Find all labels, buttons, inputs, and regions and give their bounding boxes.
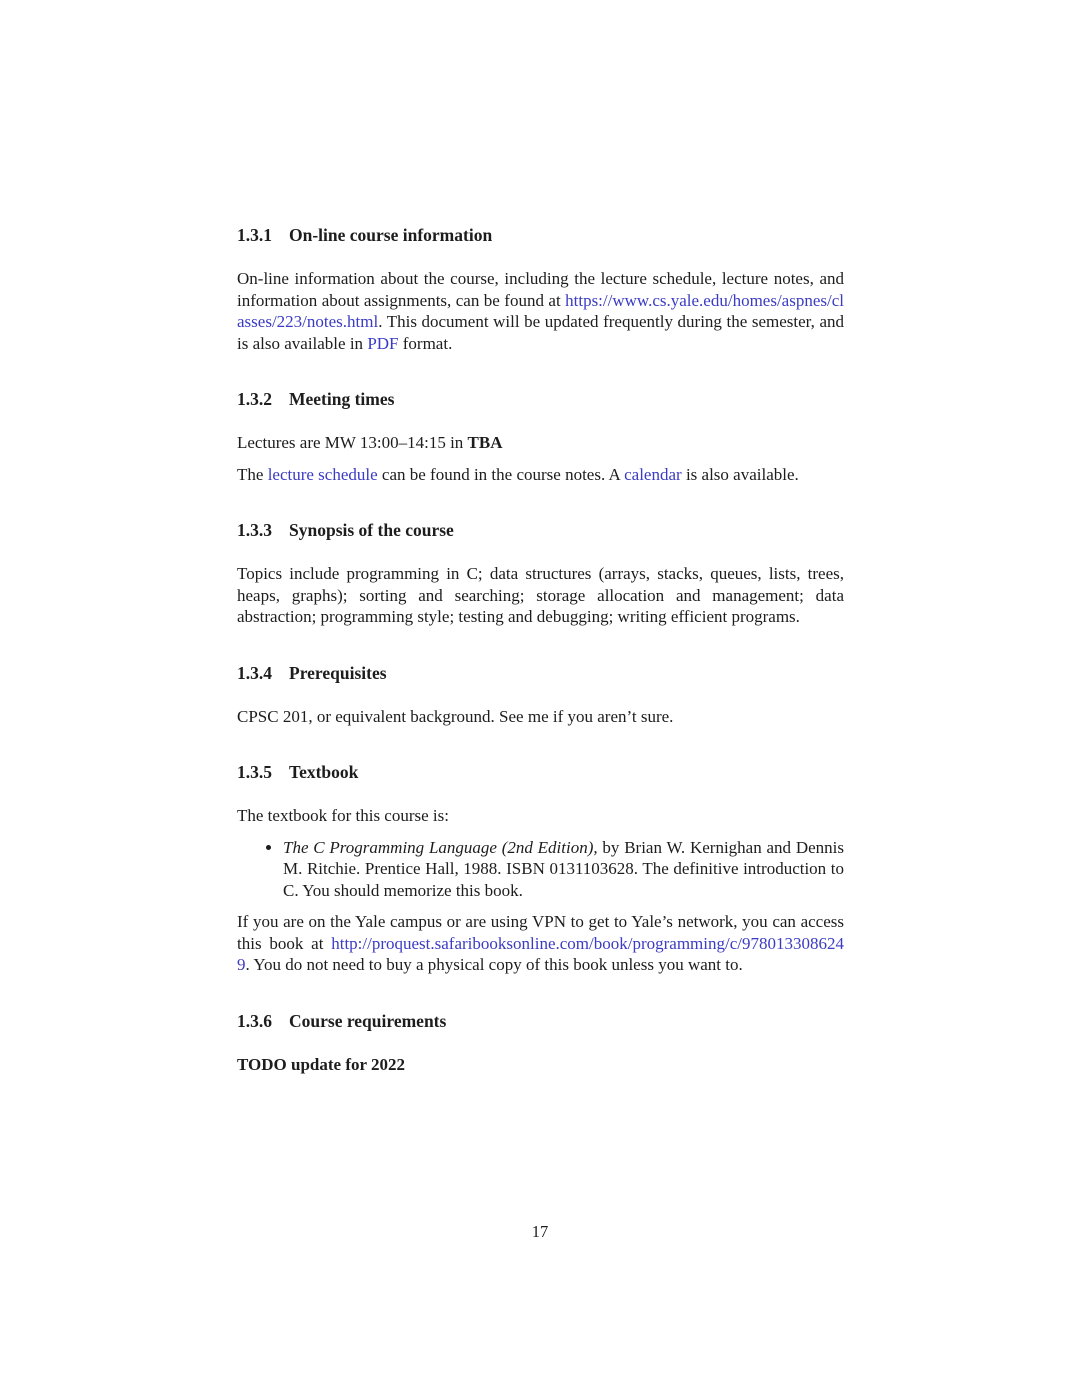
section-number: 1.3.6 [237, 1010, 272, 1031]
section-heading [237, 519, 844, 541]
section-1.3.3 [237, 519, 844, 628]
section-number: 1.3.5 [237, 762, 272, 782]
section-heading [237, 662, 844, 684]
paragraph [237, 805, 844, 827]
section-1.3.1 [237, 224, 844, 354]
text-run: If you are on the Yale campus or are using VPN to get to Yale’s network, you can access this book at [237, 912, 844, 953]
section-number: 1.3.4 [237, 662, 272, 683]
section-number: 1.3.2 [237, 389, 272, 409]
text-run: The [237, 464, 268, 484]
text-run: is also available. [681, 464, 799, 484]
section-1.3.4 [237, 662, 844, 728]
paragraph [237, 432, 844, 454]
page-footer [0, 1222, 1080, 1242]
page-content [237, 224, 844, 1085]
section-number: 1.3.3 [237, 520, 272, 540]
text-run: The textbook for this course is: [237, 806, 449, 825]
text-run: CPSC 201, or equivalent background. See me if you aren’t sure. [237, 706, 674, 726]
section-heading [237, 224, 844, 246]
section-heading [237, 761, 844, 783]
text-run: can be found in the course notes. A [377, 464, 625, 484]
section-title: Prerequisites [289, 662, 387, 683]
section-title: Meeting times [289, 389, 395, 409]
bold-text: TBA [467, 433, 503, 452]
section-title: Course requirements [289, 1010, 447, 1031]
bullet-list [237, 837, 844, 902]
paragraph [237, 268, 844, 354]
section-1.3.2 [237, 388, 844, 485]
paragraph [237, 706, 844, 728]
section-number: 1.3.1 [237, 225, 272, 245]
section-1.3.5 [237, 761, 844, 976]
section-1.3.6 [237, 1010, 844, 1076]
text-run: . You do not need to buy a physical copy of this book unless you want to. [245, 955, 743, 974]
section-title: On-line course information [289, 225, 493, 245]
text-run: TODO update for 2022 [237, 1054, 405, 1074]
paragraph [237, 464, 844, 486]
page-number: 17 [531, 1222, 549, 1241]
course-notes-url-link[interactable]: https://www.cs.yale.edu/homes/aspnes/classes/223/notes.html [237, 290, 844, 331]
bold-paragraph [237, 1054, 844, 1076]
text-run: Lectures are MW 13:00–14:15 in [237, 433, 468, 452]
text-run: format. [398, 333, 453, 353]
pdf-format-link[interactable]: PDF [367, 333, 399, 353]
italic-text: The C Programming Language (2nd Edition), [283, 837, 598, 857]
safari-books-url-link[interactable]: http://proquest.safaribooksonline.com/book/programming/c/9780133086249 [237, 933, 844, 974]
section-heading [237, 388, 844, 410]
section-title: Textbook [289, 762, 359, 782]
text-run: Topics include programming in C; data structures (arrays, stacks, queues, lists, trees, heaps, graphs); sorting and searching; storage allocation and management; data abstraction; programming style; testing and debugging; writing efficient programs. [237, 564, 844, 626]
section-heading [237, 1010, 844, 1032]
calendar-link[interactable]: calendar [624, 464, 682, 484]
section-title: Synopsis of the course [289, 520, 454, 540]
text-run: On-line information about the course, including the lecture schedule, lecture notes, and information about assignments, can be found at [237, 269, 844, 310]
text-run: . This document will be updated frequently during the semester, and is also available in [237, 312, 844, 353]
paragraph [237, 563, 844, 628]
text-run: by Brian W. Kernighan and Dennis M. Ritchie. Prentice Hall, 1988. ISBN 0131103628. The definitive introduction to C. You should memorize this book. [283, 837, 844, 900]
paragraph [237, 911, 844, 976]
list-item [283, 837, 844, 902]
lecture-schedule-link[interactable]: lecture schedule [267, 464, 378, 484]
